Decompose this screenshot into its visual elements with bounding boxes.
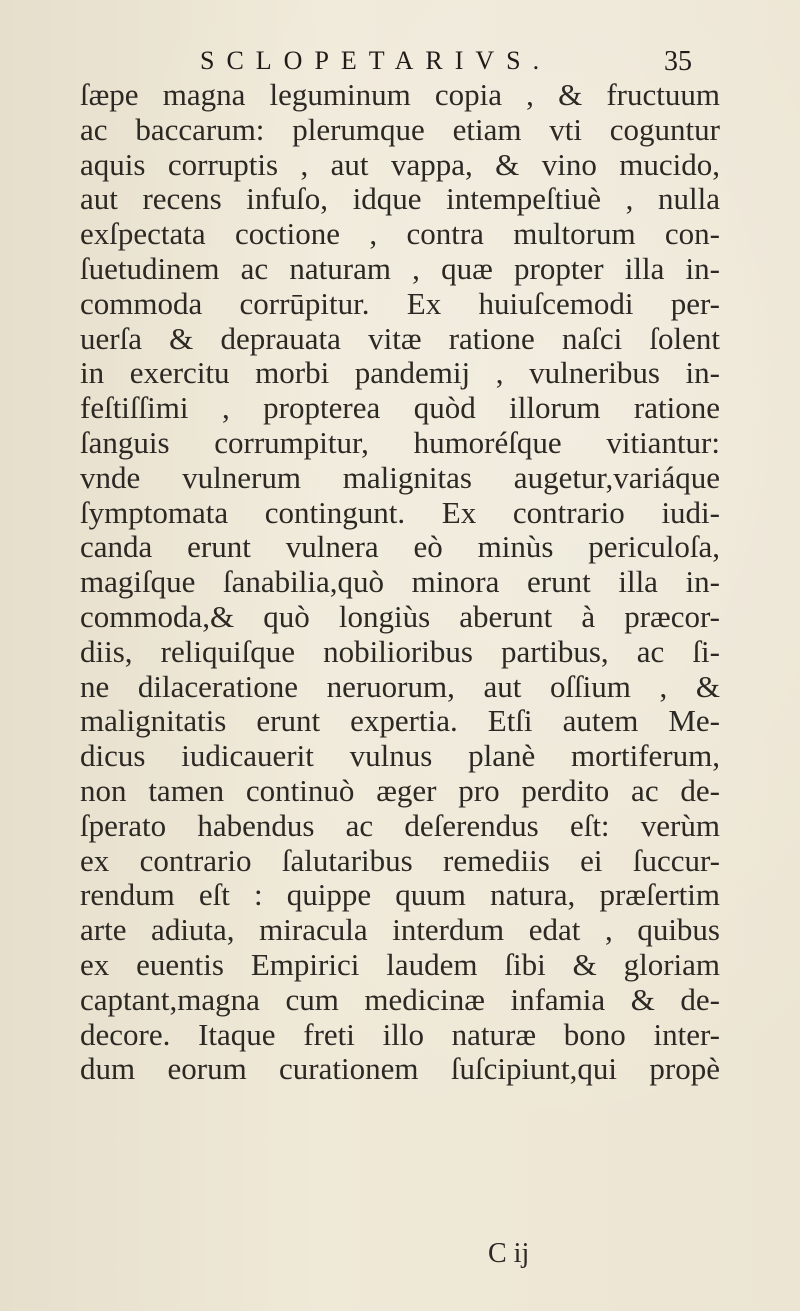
text-line: exſpectata coctione , contra multorum con- <box>80 216 720 252</box>
text-line: ſæpe magna leguminum copia , & fructuum <box>80 77 720 112</box>
text-line: ex euentis Empirici laudem ſibi & gloriam <box>80 946 720 982</box>
text-line: ne dilaceratione neruorum, aut oſſium , & <box>80 668 720 704</box>
page-number: 35 <box>664 46 692 77</box>
text-line: ſperato habendus ac deſerendus eſt: verùm <box>80 807 720 843</box>
text-line: feſtiſſimi , propterea quòd illorum ratione <box>80 390 720 426</box>
running-head: SCLOPETARIVS. <box>200 46 552 75</box>
text-line: vnde vulnerum malignitas augetur,variáque <box>80 459 720 495</box>
text-line: decore. Itaque freti illo naturæ bono inter- <box>80 1016 720 1052</box>
text-line: ex contrario ſalutaribus remediis ei ſuccur- <box>80 842 720 878</box>
body-text <box>80 78 720 1087</box>
signature-mark: C ij <box>488 1238 530 1269</box>
text-line: captant,magna cum medicinæ infamia & de- <box>80 981 720 1017</box>
text-line: malignitatis erunt expertia. Etſi autem Me- <box>80 703 720 739</box>
text-line: arte adiuta, miracula interdum edat , quibus <box>80 912 720 948</box>
text-line: ſymptomata contingunt. Ex contrario iudi- <box>80 494 720 530</box>
text-line: ſuetudinem ac naturam , quæ propter illa in- <box>80 250 720 286</box>
text-line: commoda,& quò longiùs aberunt à præcor- <box>80 598 720 634</box>
text-line: rendum eſt : quippe quum natura, præſertim <box>80 877 720 913</box>
text-line: uerſa & deprauata vitæ ratione naſci ſolent <box>80 320 720 356</box>
text-line: in exercitu morbi pandemij , vulneribus in- <box>80 355 720 391</box>
text-line: non tamen continuò æger pro perdito ac de- <box>80 772 720 808</box>
text-line: ac baccarum: plerumque etiam vti coguntur <box>80 111 720 147</box>
text-line: commoda corrūpitur. Ex huiuſcemodi per- <box>80 285 720 321</box>
text-line: dicus iudicauerit vulnus planè mortiferum, <box>80 738 720 774</box>
text-line: canda erunt vulnera eò minùs periculoſa, <box>80 529 720 565</box>
text-line: dum eorum curationem ſuſcipiunt,qui propè <box>80 1051 720 1087</box>
text-line: ſanguis corrumpitur, humoréſque vitiantur: <box>80 424 720 460</box>
text-line: aquis corruptis , aut vappa, & vino mucido, <box>80 146 720 182</box>
text-line: diis, reliquiſque nobilioribus partibus, ac ſi- <box>80 633 720 669</box>
text-line: magiſque ſanabilia,quò minora erunt illa in- <box>80 564 720 600</box>
text-line: aut recens infuſo, idque intempeſtiuè , nulla <box>80 181 720 217</box>
